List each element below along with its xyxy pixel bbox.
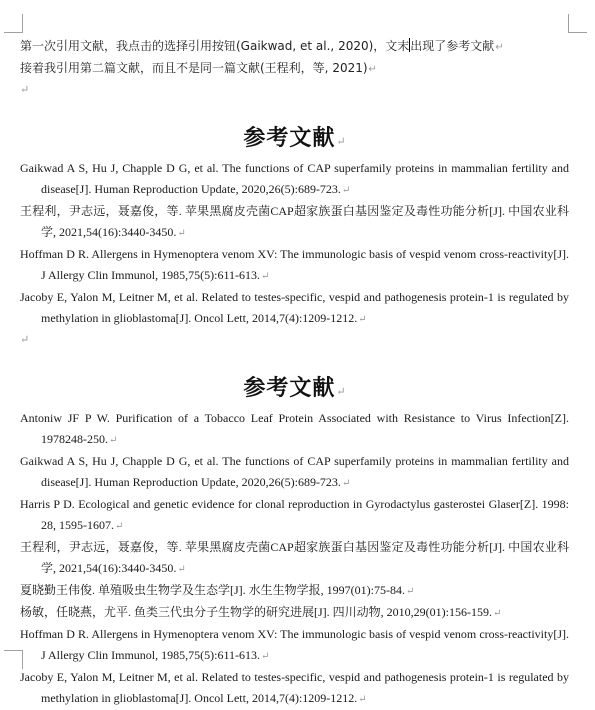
reference-text: Hoffman D R. Allergens in Hymenoptera venom XV: The immunologic basis of vespid venom cross-reactivity[J]. J Allergy Clin Immunol, 1985,75(5):611-613. [20, 627, 569, 662]
bibliography-2-list [20, 408, 569, 710]
reference-text: 王程利，尹志远，聂嘉俊，等. 苹果黑腐皮壳菌CAP超家族蛋白基因鉴定及毒性功能分析[J]. 中国农业科学, 2021,54(16):3440-3450. [20, 540, 569, 575]
page-corner-mark-top-right [568, 14, 587, 33]
paragraph-mark-icon: ↵ [261, 271, 270, 282]
paragraph-mark-icon: ↵ [177, 564, 186, 575]
reference-text: Jacoby E, Yalon M, Leitner M, et al. Related to testes-specific, vespid and pathogenesis protein-1 is regulated by methylation in glioblastoma[J]. Oncol Lett, 2014,7(4):1209-1212. [20, 290, 569, 325]
reference-text: Jacoby E, Yalon M, Leitner M, et al. Related to testes-specific, vespid and pathogenesis protein-1 is regulated by methylation in glioblastoma[J]. Oncol Lett, 2014,7(4):1209-1212. [20, 670, 569, 705]
paragraph-mark-icon: ↵ [493, 608, 502, 619]
paragraph-mark-icon: ↵ [20, 83, 30, 96]
bibliography-1-list [20, 158, 569, 330]
paragraph-mark-icon: ↵ [358, 314, 367, 325]
paragraph-mark-icon: ↵ [341, 478, 351, 489]
reference-entry[interactable] [20, 244, 569, 287]
empty-paragraph[interactable] [20, 80, 569, 100]
reference-text: Hoffman D R. Allergens in Hymenoptera venom XV: The immunologic basis of vespid venom cross-reactivity[J]. J Allergy Clin Immunol, 1985,75(5):611-613. [20, 247, 569, 282]
reference-entry[interactable] [20, 158, 569, 201]
reference-entry[interactable] [20, 494, 569, 537]
paragraph-mark-icon: ↵ [358, 694, 367, 705]
paragraph-mark-icon: ↵ [368, 64, 377, 75]
reference-text: 夏晓勤王伟俊. 单殖吸虫生物学及生态学[J]. 水生生物学报, 1997(01):75-84. [20, 583, 405, 597]
reference-entry[interactable] [20, 201, 569, 244]
paragraph-mark-icon: ↵ [406, 586, 415, 597]
reference-entry[interactable] [20, 580, 569, 602]
paragraph-mark-icon: ↵ [177, 228, 186, 239]
paragraph-mark-icon: ↵ [261, 651, 270, 662]
body-paragraph-1[interactable] [20, 36, 569, 58]
reference-entry[interactable] [20, 408, 569, 451]
reference-text: 王程利，尹志远，聂嘉俊，等. 苹果黑腐皮壳菌CAP超家族蛋白基因鉴定及毒性功能分析[J]. 中国农业科学, 2021,54(16):3440-3450. [20, 204, 569, 239]
empty-paragraph[interactable] [20, 330, 569, 350]
body-text-line-2: 接着我引用第二篇文献，而且不是同一篇文献(王程利，等, 2021) [20, 61, 368, 75]
paragraph-mark-icon: ↵ [495, 42, 504, 53]
spacer [20, 100, 569, 118]
paragraph-mark-icon: ↵ [109, 435, 118, 446]
reference-entry[interactable] [20, 602, 569, 624]
reference-entry[interactable] [20, 667, 569, 710]
document-body[interactable] [20, 36, 569, 710]
bibliography-1-heading[interactable] [20, 118, 569, 158]
reference-entry[interactable] [20, 287, 569, 330]
body-paragraph-2[interactable] [20, 58, 569, 80]
body-text-before-cursor: 第一次引用文献，我点击的选择引用按钮(Gaikwad, et al., 2020)，文末 [20, 39, 410, 53]
reference-text: Harris P D. Ecological and genetic evidence for clonal reproduction in Gyrodactylus gasterostei Glaser[Z]. 1998: 28, 1595-1607. [20, 497, 569, 532]
bibliography-heading-text: 参考文献 [243, 125, 336, 151]
reference-entry[interactable] [20, 537, 569, 580]
reference-text: Antoniw JF P W. Purification of a Tobacco Leaf Protein Associated with Resistance to Virus Infection[Z]. 1978248-250. [20, 411, 569, 446]
reference-text: Gaikwad A S, Hu J, Chapple D G, et al. The functions of CAP superfamily proteins in mammalian fertility and disease[J]. Human Reproduction Update, 2020,26(5):689-723. [20, 454, 569, 489]
body-text-after-cursor: 出现了参考文献 [410, 39, 495, 53]
paragraph-mark-icon: ↵ [20, 333, 30, 346]
paragraph-mark-icon: ↵ [115, 521, 124, 532]
bibliography-2-heading[interactable] [20, 368, 569, 408]
reference-text: 杨敏，任晓燕，尤平. 鱼类三代虫分子生物学的研究进展[J]. 四川动物, 2010,29(01):156-159. [20, 605, 492, 619]
spacer [20, 350, 569, 368]
paragraph-mark-icon: ↵ [341, 185, 351, 196]
paragraph-mark-icon: ↵ [336, 385, 346, 398]
page-corner-mark-top-left [4, 14, 23, 33]
bibliography-heading-text: 参考文献 [243, 375, 336, 401]
paragraph-mark-icon: ↵ [336, 135, 346, 148]
reference-entry[interactable] [20, 451, 569, 494]
reference-text: Gaikwad A S, Hu J, Chapple D G, et al. The functions of CAP superfamily proteins in mammalian fertility and disease[J]. Human Reproduction Update, 2020,26(5):689-723. [20, 161, 569, 196]
